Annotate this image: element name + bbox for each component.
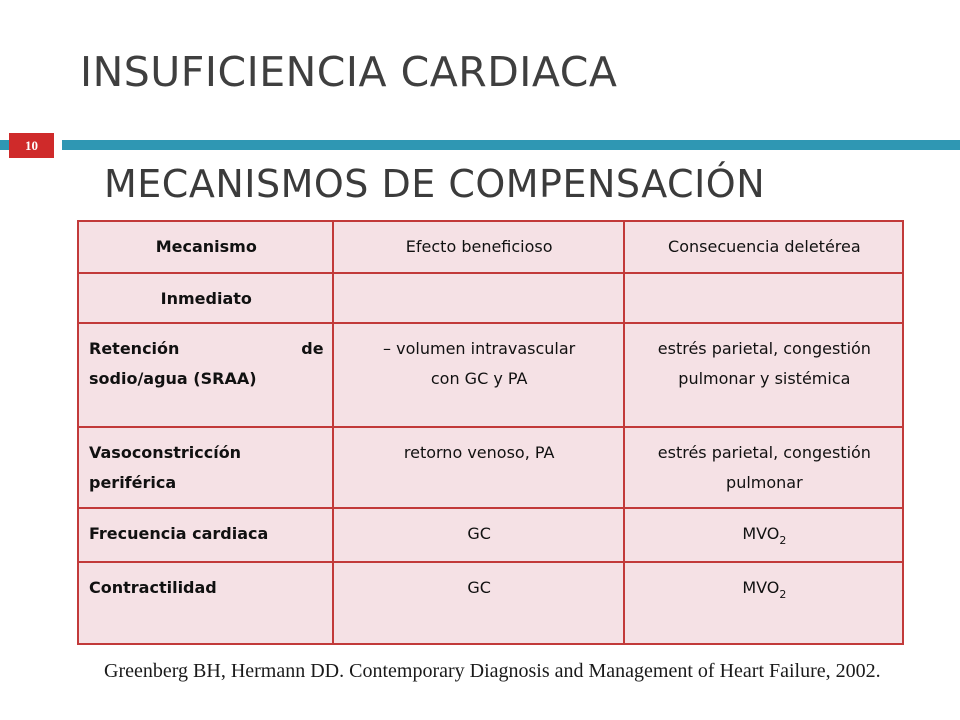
mecanismo-word: Retención bbox=[89, 339, 180, 358]
cell-efecto bbox=[333, 273, 624, 323]
cell-mecanismo bbox=[78, 323, 333, 427]
header-consecuencia: Consecuencia deletérea bbox=[624, 221, 903, 273]
cell-mecanismo: Contractilidad bbox=[78, 562, 333, 644]
subscript: 2 bbox=[779, 534, 787, 547]
cell-efecto: GC bbox=[333, 508, 624, 562]
slide-subtitle: MECANISMOS DE COMPENSACIÓN bbox=[104, 162, 766, 206]
title-rule-right bbox=[62, 140, 960, 150]
consecuencia-text: MVO bbox=[742, 578, 780, 597]
table-row bbox=[78, 562, 903, 644]
cell-mecanismo: Inmediato bbox=[78, 273, 333, 323]
slide-number: 10 bbox=[9, 133, 54, 158]
mecanismo-line: sodio/agua (SRAA) bbox=[89, 369, 257, 388]
cell-consecuencia: estrés parietal, congestión pulmonar y sistémica bbox=[624, 323, 903, 427]
mecanismo-justified-line bbox=[89, 334, 324, 364]
mecanismo-word: de bbox=[301, 339, 324, 358]
cell-consecuencia bbox=[624, 508, 903, 562]
table-row bbox=[78, 427, 903, 508]
title-rule-left bbox=[0, 140, 9, 150]
table-row bbox=[78, 323, 903, 427]
table-row bbox=[78, 273, 903, 323]
cell-mecanismo: Vasoconstriccíón periférica bbox=[78, 427, 333, 508]
consecuencia-text: MVO bbox=[742, 524, 780, 543]
reference-citation: Greenberg BH, Hermann DD. Contemporary Diagnosis and Management of Heart Failure, 2002. bbox=[104, 660, 881, 682]
table-row bbox=[78, 508, 903, 562]
header-efecto: Efecto beneficioso bbox=[333, 221, 624, 273]
mechanisms-table bbox=[77, 220, 904, 645]
cell-consecuencia: estrés parietal, congestión pulmonar bbox=[624, 427, 903, 508]
cell-efecto: retorno venoso, PA bbox=[333, 427, 624, 508]
cell-consecuencia bbox=[624, 562, 903, 644]
efecto-line: – volumen intravascular bbox=[383, 339, 576, 358]
header-mecanismo: Mecanismo bbox=[78, 221, 333, 273]
cell-efecto bbox=[333, 323, 624, 427]
cell-efecto: GC bbox=[333, 562, 624, 644]
table-header-row bbox=[78, 221, 903, 273]
subscript: 2 bbox=[779, 588, 787, 601]
slide-title: INSUFICIENCIA CARDIACA bbox=[80, 48, 618, 96]
efecto-line: con GC y PA bbox=[430, 369, 528, 388]
cell-consecuencia bbox=[624, 273, 903, 323]
cell-mecanismo: Frecuencia cardiaca bbox=[78, 508, 333, 562]
